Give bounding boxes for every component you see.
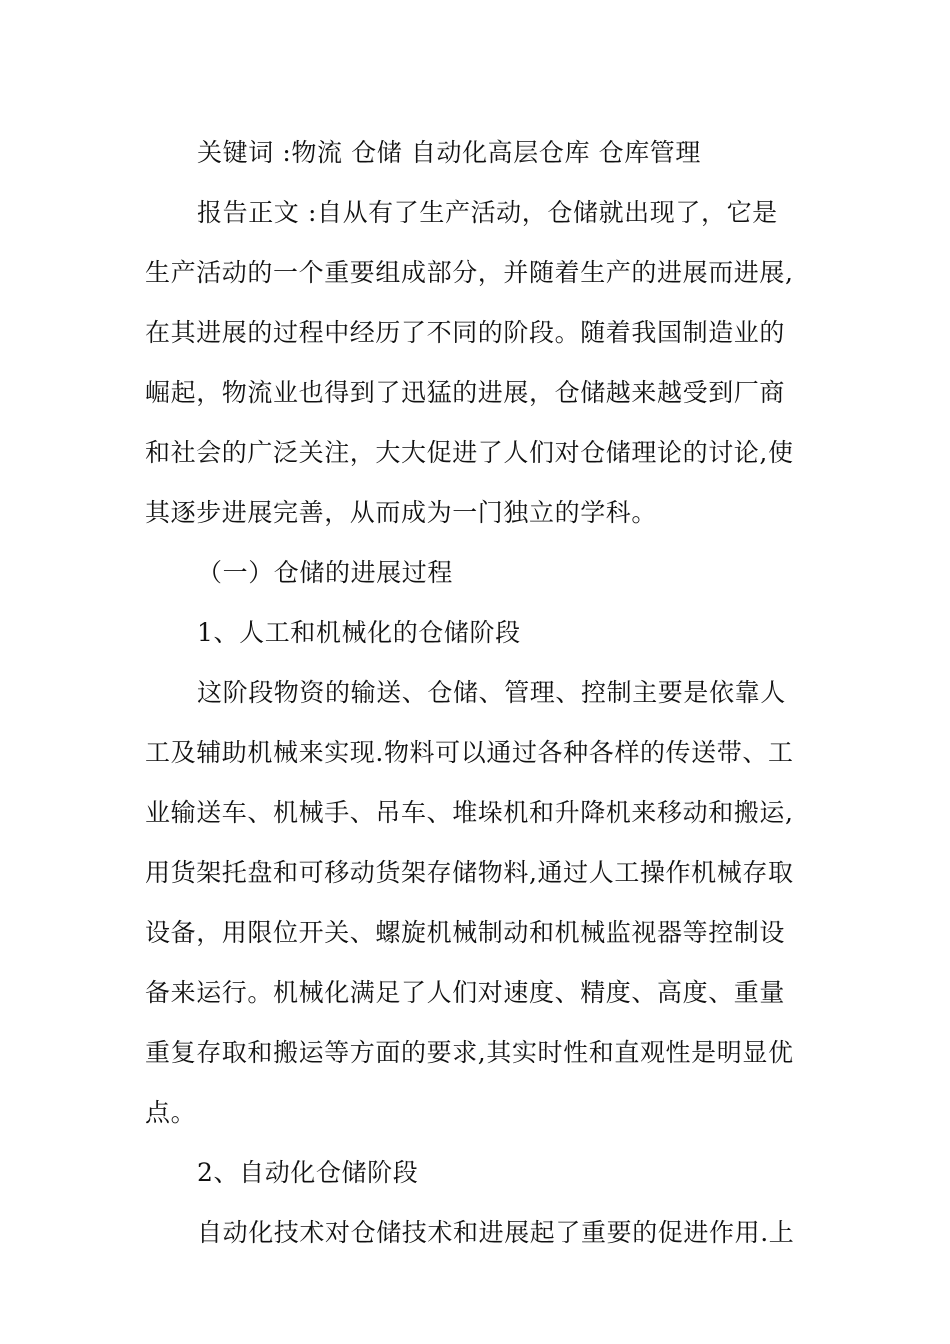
- paragraph-line: 和社会的广泛关注，大大促进了人们对仓储理论的讨论,使: [145, 438, 794, 467]
- paragraph-line: 点。: [145, 1098, 197, 1127]
- paragraph-line: 在其进展的过程中经历了不同的阶段。随着我国制造业的: [145, 318, 786, 347]
- subsection-2-paragraph: [145, 1210, 810, 1256]
- document-body: [145, 130, 810, 1256]
- paragraph-line: 备来运行。机械化满足了人们对速度、精度、高度、重量: [145, 978, 786, 1007]
- paragraph-line: 生产活动的一个重要组成部分，并随着生产的进展而进展,: [145, 258, 794, 287]
- subsection-2-heading: 2、自动化仓储阶段: [197, 1158, 419, 1187]
- paragraph-line: 这阶段物资的输送、仓储、管理、控制主要是依靠人: [197, 678, 786, 707]
- paragraph-line: 其逐步进展完善，从而成为一门独立的学科。: [145, 498, 658, 527]
- paragraph-line: 自动化技术对仓储技术和进展起了重要的促进作用.上: [197, 1218, 795, 1247]
- paragraph-line: 用货架托盘和可移动货架存储物料,通过人工操作机械存取: [145, 858, 794, 887]
- keywords-line: 关键词 :物流 仓储 自动化高层仓库 仓库管理: [197, 138, 702, 167]
- intro-paragraph: [145, 190, 810, 536]
- paragraph-line: 业输送车、机械手、吊车、堆垛机和升降机来移动和搬运,: [145, 798, 794, 827]
- subsection-1-paragraph: [145, 670, 810, 1136]
- paragraph-line: 崛起，物流业也得到了迅猛的进展，仓储越来越受到厂商: [145, 378, 786, 407]
- paragraph-line: 工及辅助机械来实现.物料可以通过各种各样的传送带、工: [145, 738, 794, 767]
- paragraph-line: 报告正文 :自从有了生产活动，仓储就出现了，它是: [197, 198, 778, 227]
- section-heading: （一）仓储的进展过程: [197, 558, 454, 587]
- subsection-1-heading: 1、人工和机械化的仓储阶段: [197, 618, 521, 647]
- paragraph-line: 设备，用限位开关、螺旋机械制动和机械监视器等控制设: [145, 918, 786, 947]
- paragraph-line: 重复存取和搬运等方面的要求,其实时性和直观性是明显优: [145, 1038, 794, 1067]
